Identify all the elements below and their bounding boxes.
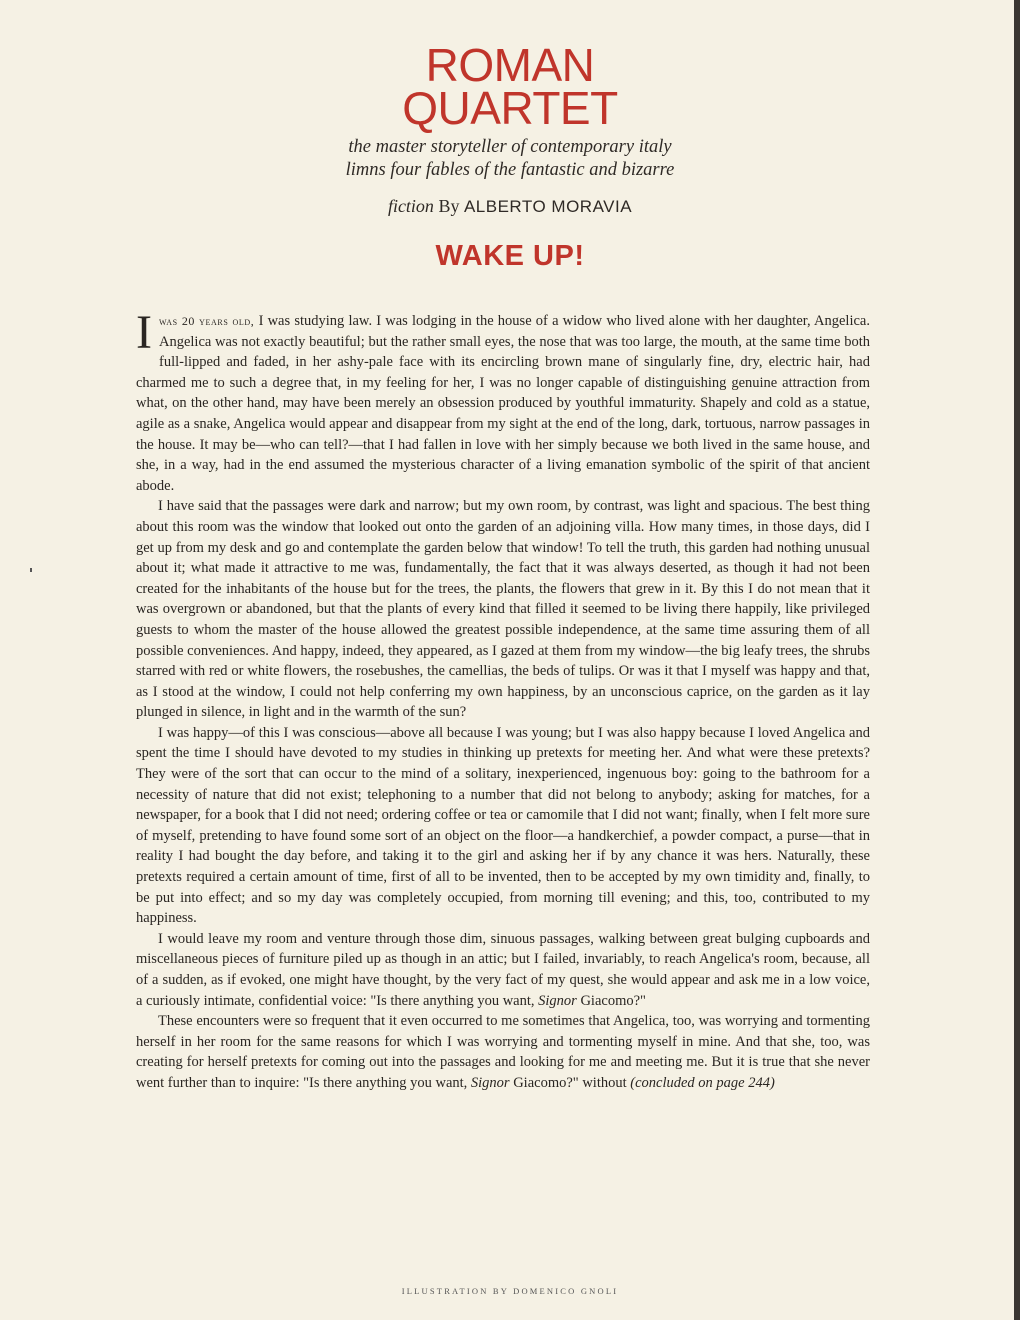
lead-in: was 20 years old, <box>158 314 255 328</box>
paragraph-3: I was happy—of this I was conscious—above all because I was young; but I was also happy because I loved Angelica and spent the time I should have devoted to my studies in thinking up pretexts for meeting her. And what were these pretexts? They were of the sort that can occur to the mind of a solitary, inexperienced, ingenuous boy: going to the bathroom for a necessity of nature that did not exist; telephoning to a number that did not belong to anybody; asking for matches, for a newspaper, for a book that I did not need; ordering coffee or tea or camomile that I did not want; finally, when I felt more sure of myself, pretending to have found some sort of an object on the floor—a handkerchief, a powder compact, a purse—that in reality I had bought the day before, and taking it to the girl and asking her if by any chance it was hers. Naturally, these pretexts required a certain amount of time, first of all to be invented, then to be accepted by my own timidity and, finally, to be put into effect; and so my day was completely occupied, from morning till evening; and this, too, contributed to my happiness. <box>136 724 870 927</box>
author-name: ALBERTO MORAVIA <box>463 197 633 216</box>
paragraph-4-text-b: Giacomo?" <box>576 992 646 1009</box>
paragraph-5 <box>136 1011 870 1093</box>
paragraph-2: I have said that the passages were dark and narrow; but my own room, by contrast, was light and spacious. The best thing about this room was the window that looked out onto the garden of an adjoining villa. How many times, in those days, did I get up from my desk and go and contemplate the garden below that window! To tell the truth, this garden had nothing unusual about it; what made it attractive to me was, fundamentally, the fact that it was always deserted, as though it had not been created for the inhabitants of the house but for the trees, the plants, the flowers that grew in it. By this I do not mean that it was overgrown or abandoned, but that the plants of every kind that filled it seemed to be living there happily, like privileged guests to whom the master of the house allowed the greatest possible independence, at the same time assuring them of all possible conveniences. And happy, indeed, they appeared, as I gazed at them from my window—the big leafy trees, the shrubs starred with red or white flowers, the rosebushes, the camellias, the beds of tulips. Or was it that I myself was happy and that, as I stood at the window, I could not help conferring my own happiness, by an unconscious caprice, on the garden as it lay plunged in silence, in light and in the warmth of the sun? <box>136 498 870 721</box>
illustration-credit: ILLUSTRATION BY DOMENICO GNOLI <box>401 1286 619 1296</box>
drop-cap: I <box>136 306 152 359</box>
paragraph-4 <box>136 929 870 1011</box>
paragraph-5-text-a: These encounters were so frequent that it even occurred to me sometimes that Angelica, too, was worrying and tormenting herself in her room for the same reasons for which I was worrying and tormenting myself in mine. And that she, too, was creating for herself pretexts for coming out into the passages and looking for me and meeting me. But it is true that she never went further than to inquire: "Is there anything you want, <box>136 1013 870 1091</box>
masthead-title-line1: ROMAN <box>425 39 595 91</box>
page-mark <box>30 568 32 572</box>
signor-italic: Signor <box>538 992 577 1009</box>
continuation-note: (concluded on page 244) <box>630 1074 775 1091</box>
masthead-title-line2: QUARTET <box>402 82 618 134</box>
genre-label: fiction <box>387 196 434 216</box>
story-body <box>136 306 870 1094</box>
paragraph-4-text-a: I would leave my room and venture through those dim, sinuous passages, walking between great bulging cupboards and miscellaneous pieces of furniture piled up as though in an attic; but I failed, invariably, to reach Angelica's room, because, all of a sudden, as if evoked, one might have thought, by the very fact of my quest, she would appear and ask me in a low voice, a curiously intimate, confidential voice: "Is there anything you want, <box>136 930 870 1009</box>
paragraph-1 <box>136 306 870 496</box>
signor-italic: Signor <box>470 1074 510 1091</box>
subhead-line2: limns four fables of the fantastic and bizarre <box>345 160 675 180</box>
page-edge <box>1014 0 1020 1320</box>
paragraph-5-text-b: Giacomo?" without <box>509 1074 631 1091</box>
byline <box>260 196 760 217</box>
by-label: By <box>438 196 460 216</box>
paragraph-1-text: I was studying law. I was lodging in the house of a widow who lived alone with her daughter, Angelica. Angelica was not exactly beautiful; but the rather small eyes, the nose that was too large, the mouth, at the same time both full-lipped and faded, in her ashy-pale face with its encircling brown mane of singularly fine, dry, electric hair, had charmed me to such a degree that, in my feeling for her, I was no longer capable of distinguishing genuine attraction from what, on the other hand, may have been merely an obsession produced by youthful immaturity. Shapely and cold as a statue, agile as a snake, Angelica would appear and disappear from my sight at the end of the long, dark, tortuous, narrow passages in the house. It may be—who can tell?—that I had fallen in love with her simply because we both lived in the same house, and she, in a way, had in the end assumed the mysterious character of a living emanation symbolic of the spirit of that ancient abode. <box>136 313 870 494</box>
story-title: WAKE UP! <box>435 240 585 272</box>
subhead-line1: the master storyteller of contemporary italy <box>348 137 672 157</box>
